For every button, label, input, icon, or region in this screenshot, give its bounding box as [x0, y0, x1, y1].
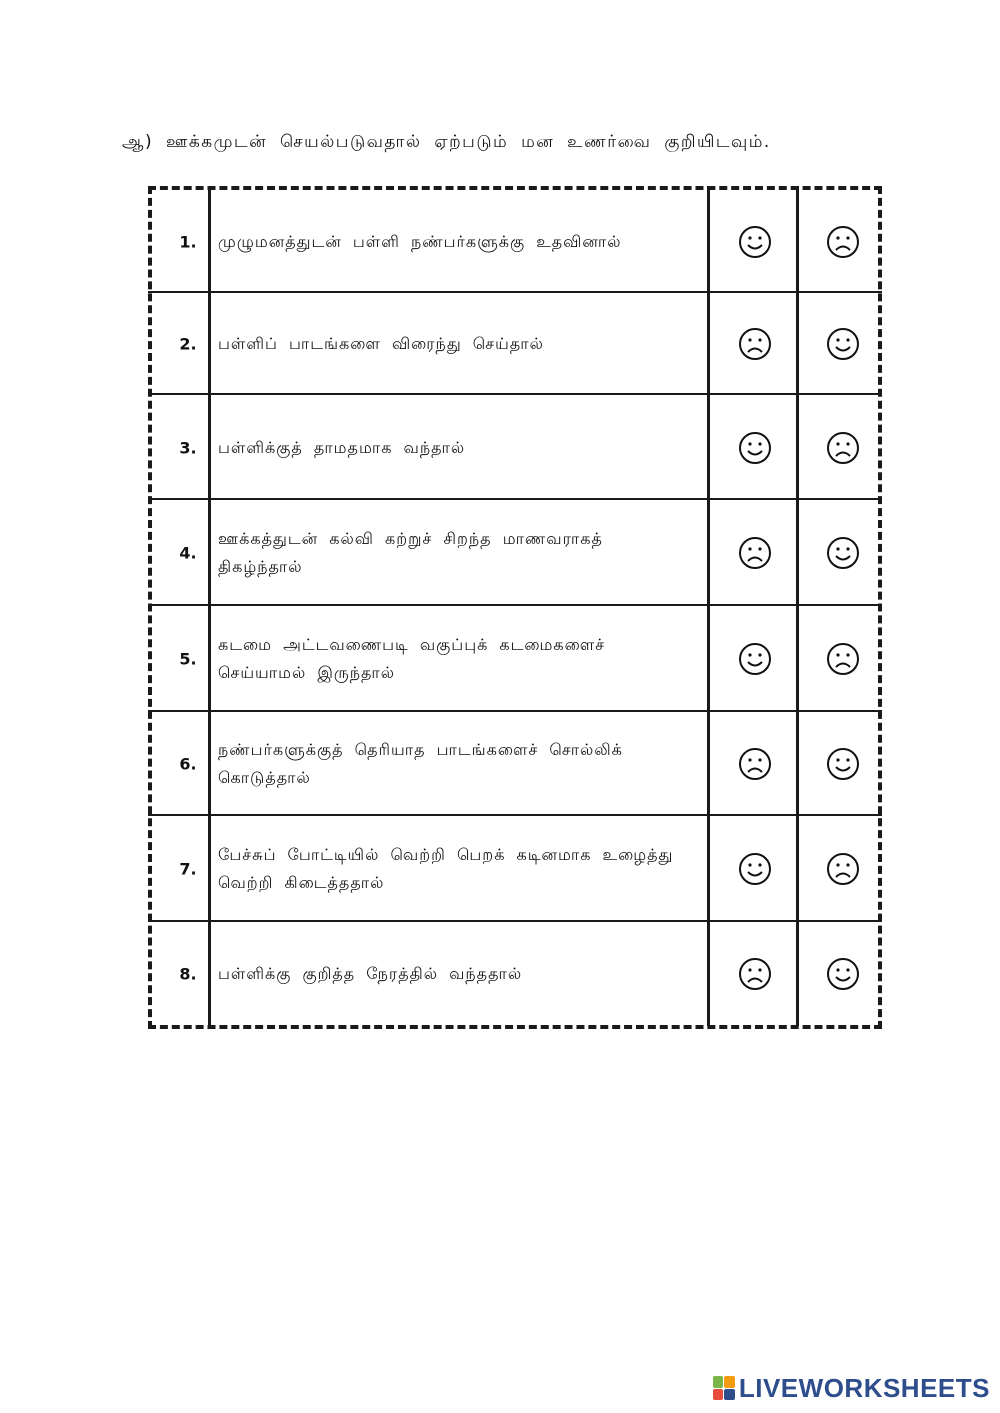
happy-face-icon[interactable]: [826, 536, 860, 570]
table-row: [148, 712, 882, 816]
question-text: கடமை அட்டவணைபடி வகுப்புக் கடமைகளைச் செய்யாமல் இருந்தால்: [218, 635, 606, 682]
happy-face-icon[interactable]: [826, 957, 860, 991]
sad-face-icon[interactable]: [738, 957, 772, 991]
question-number: 4.: [179, 543, 197, 563]
table-row: [148, 395, 882, 500]
happy-face-icon[interactable]: [738, 225, 772, 259]
happy-face-icon[interactable]: [826, 327, 860, 361]
happy-face-icon[interactable]: [738, 642, 772, 676]
table-row: [148, 500, 882, 606]
question-number: 5.: [179, 649, 197, 669]
sad-face-icon[interactable]: [826, 225, 860, 259]
sad-face-icon[interactable]: [826, 852, 860, 886]
question-number: 3.: [179, 438, 197, 457]
question-text: நண்பர்களுக்குத் தெரியாத பாடங்களைச் சொல்லிக் கொடுத்தால்: [218, 740, 623, 787]
happy-face-icon[interactable]: [738, 431, 772, 465]
sad-face-icon[interactable]: [738, 747, 772, 781]
table-row: [148, 816, 882, 922]
question-text: பள்ளிப் பாடங்களை விரைந்து செய்தால்: [218, 334, 544, 353]
question-number: 7.: [179, 859, 197, 879]
question-number: 1.: [179, 232, 197, 251]
worksheet-heading: ஆ) ஊக்கமுடன் செயல்படுவதால் ஏற்படும் மன உணர்வை குறியிடவும்.: [122, 132, 771, 152]
question-number: 2.: [179, 334, 197, 354]
happy-face-icon[interactable]: [826, 747, 860, 781]
question-number: 6.: [179, 754, 197, 774]
table-row: [148, 190, 882, 293]
question-number: 8.: [179, 964, 197, 984]
logo-mark-icon: [713, 1376, 735, 1400]
question-text: ஊக்கத்துடன் கல்வி கற்றுச் சிறந்த மாணவராகத் திகழ்ந்தால்: [218, 529, 603, 576]
sad-face-icon[interactable]: [826, 431, 860, 465]
sad-face-icon[interactable]: [826, 642, 860, 676]
table-row: [148, 922, 882, 1026]
table-row: [148, 293, 882, 395]
question-text: பள்ளிக்கு குறித்த நேரத்தில் வந்ததால்: [218, 964, 523, 983]
question-text: முழுமனத்துடன் பள்ளி நண்பர்களுக்கு உதவினால்: [218, 231, 622, 251]
sad-face-icon[interactable]: [738, 327, 772, 361]
happy-face-icon[interactable]: [738, 852, 772, 886]
logo-text: LIVEWORKSHEETS: [738, 1372, 990, 1403]
liveworksheets-logo: [713, 1373, 990, 1403]
question-text: பள்ளிக்குத் தாமதமாக வந்தால்: [218, 437, 466, 457]
question-text: பேச்சுப் போட்டியில் வெற்றி பெறக் கடினமாக உழைத்து வெற்றி கிடைத்ததால்: [218, 845, 674, 892]
table-row: [148, 606, 882, 712]
sad-face-icon[interactable]: [738, 536, 772, 570]
